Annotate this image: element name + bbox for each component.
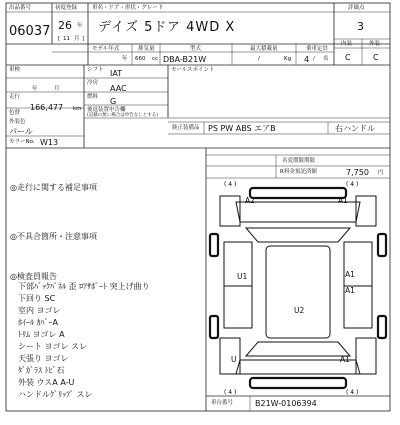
fuel-label: 燃料 (87, 94, 99, 100)
report-line-5: ﾄﾘﾑ ヨゴレ A (18, 330, 65, 339)
steering-side: 右ハンドル (335, 124, 375, 133)
driving-notes-title: ◎走行に関する補足事項 (10, 183, 97, 192)
exterior-label: 外装 (369, 41, 381, 47)
report-line-9: 外装 ウスA A-U (18, 378, 75, 387)
grade-mark-top-right: ( 4 ) (346, 181, 359, 188)
displacement-unit: cc (152, 56, 159, 62)
registration-year: 26 (58, 19, 72, 32)
name-change-deadline-label: 名変期限期限 (282, 158, 316, 164)
capacity-value: 4 (304, 55, 310, 64)
damage-mark-a1-front: A1 (338, 196, 348, 205)
displacement-value: 660 (135, 56, 146, 62)
score-label: 評価点 (348, 5, 365, 11)
diagram-wheel-fl (210, 234, 218, 256)
model-year-label: モデル年式 (92, 46, 120, 52)
exterior-grade: C (373, 53, 379, 62)
diagram-right-side (344, 242, 372, 328)
damage-mark-a1-right-2: A1 (345, 286, 355, 295)
recycle-label: 後退装置申告欄 (87, 107, 126, 113)
diagram-wheel-rr (378, 316, 386, 338)
color-code-label: カラーNo. (9, 139, 35, 145)
lot-number: 06037 (9, 24, 51, 39)
first-registration-label: 初度登録 (55, 5, 78, 11)
damage-mark-a2: A2 (245, 196, 255, 205)
score-value: 3 (357, 20, 364, 33)
registration-month-unit: 月 (74, 36, 80, 42)
registration-month-open: [ (58, 36, 61, 42)
interior-label: 内装 (341, 41, 353, 47)
report-line-1: 下部ﾊﾞｯｸﾊﾟﾈﾙ 歪 ﾛｱｻﾎﾟｰﾄ 突上げ曲り (18, 282, 150, 291)
exterior-color: パール (9, 127, 33, 136)
registration-month: 11 (63, 36, 70, 42)
color-code: W13 (40, 138, 59, 147)
exterior-color-label: 外装色 (9, 119, 26, 125)
max-load-unit: Kg (284, 56, 292, 62)
diagram-front-fender-right (356, 196, 376, 226)
chassis-number: B21W-0106394 (255, 399, 317, 408)
recycle-fee-unit: 円 (378, 170, 384, 176)
max-load-sep: / (258, 56, 260, 62)
chassis-number-label: 車台番号 (211, 400, 234, 406)
report-line-3: 室内 ヨゴレ (18, 306, 61, 315)
damage-mark-a1-rear: A1 (340, 355, 350, 364)
inspection-month-unit: 月 (54, 86, 60, 92)
registration-month-close: ] (82, 36, 85, 42)
capacity-label: 乗車定員 (306, 46, 329, 52)
capacity-sep: / (313, 56, 315, 62)
diagram-front-bumper (250, 188, 346, 198)
recycle-fee-label: R料金預託済額 (280, 169, 317, 175)
max-load-label: 最大積載量 (250, 46, 278, 52)
diagram-hood (236, 202, 360, 222)
lot-label: 出品番号 (9, 5, 32, 11)
model-code-label: 型式 (190, 46, 202, 52)
grade-mark-bottom-left: ( 4 ) (224, 389, 237, 396)
diagram-wheel-rl (210, 316, 218, 338)
damage-mark-u2: U2 (294, 306, 305, 315)
mileage-unit: km (73, 106, 82, 112)
mileage-value: 166,477 (30, 103, 64, 112)
ac-label: 冷房 (87, 80, 99, 86)
recycle-note: (記載の無い場合は申告なしとする) (87, 113, 159, 118)
diagram-wheel-fr (378, 234, 386, 256)
grade-mark-bottom-right: ( 4 ) (346, 389, 359, 396)
diagram-front-fender-left (220, 196, 240, 226)
model-code: DBA-B21W (163, 55, 207, 64)
fuel-value: G (110, 97, 117, 106)
recycle-fee: 7,750 (346, 168, 369, 177)
capacity-unit: 名 (323, 56, 329, 62)
inspection-year-unit: 年 (32, 86, 38, 92)
color-change-label: 色替 (9, 110, 21, 116)
report-line-4: ﾎｲｰﾙ ｶﾊﾞｰA (18, 318, 59, 327)
shift-label: シフト (87, 67, 104, 73)
report-line-7: 天張り ヨゴレ (18, 354, 69, 363)
inspection-label: 車検 (9, 67, 21, 73)
damage-mark-u-rear: U (231, 355, 237, 364)
equipment-value: PS PW ABS エアB (208, 124, 276, 133)
damage-mark-u1: U1 (237, 272, 248, 281)
interior-grade: C (345, 53, 351, 62)
diagram-rear-bumper (250, 378, 346, 388)
mileage-label: 走行 (9, 94, 21, 100)
displacement-label: 排気量 (138, 46, 155, 52)
diagram-windshield (246, 228, 350, 242)
damage-mark-a1-right-1: A1 (345, 270, 355, 279)
report-line-10: ハンドルｸﾞﾘｯﾌﾟ スレ (18, 390, 93, 399)
report-line-2: 下回り SC (18, 294, 56, 303)
registration-year-unit: 年 (77, 23, 83, 29)
model-year-unit: 年 (122, 56, 128, 62)
grade-mark-top-left: ( 4 ) (224, 181, 237, 188)
ac-value: AAC (110, 84, 127, 93)
defects-title: ◎不具合箇所・注意事項 (10, 232, 97, 241)
diagram-roof (266, 246, 330, 338)
sales-point-label: セールスポイント (171, 67, 215, 73)
shift-value: IAT (110, 69, 123, 78)
car-name: デイズ 5ドア 4WD X (98, 20, 236, 35)
report-line-8: ﾀﾞｶﾞﾗｽ ﾄﾋﾞ石 (18, 366, 65, 375)
inspector-report-title: ◎検査員報告 (10, 272, 57, 281)
car-name-label: 車名・ドア・形状・グレード (92, 5, 164, 11)
diagram-rear-glass (246, 342, 350, 356)
diagram-left-side (224, 242, 252, 328)
report-line-6: シート ヨゴレ スレ (18, 342, 88, 351)
equipment-label: 純正装備品 (172, 125, 200, 131)
